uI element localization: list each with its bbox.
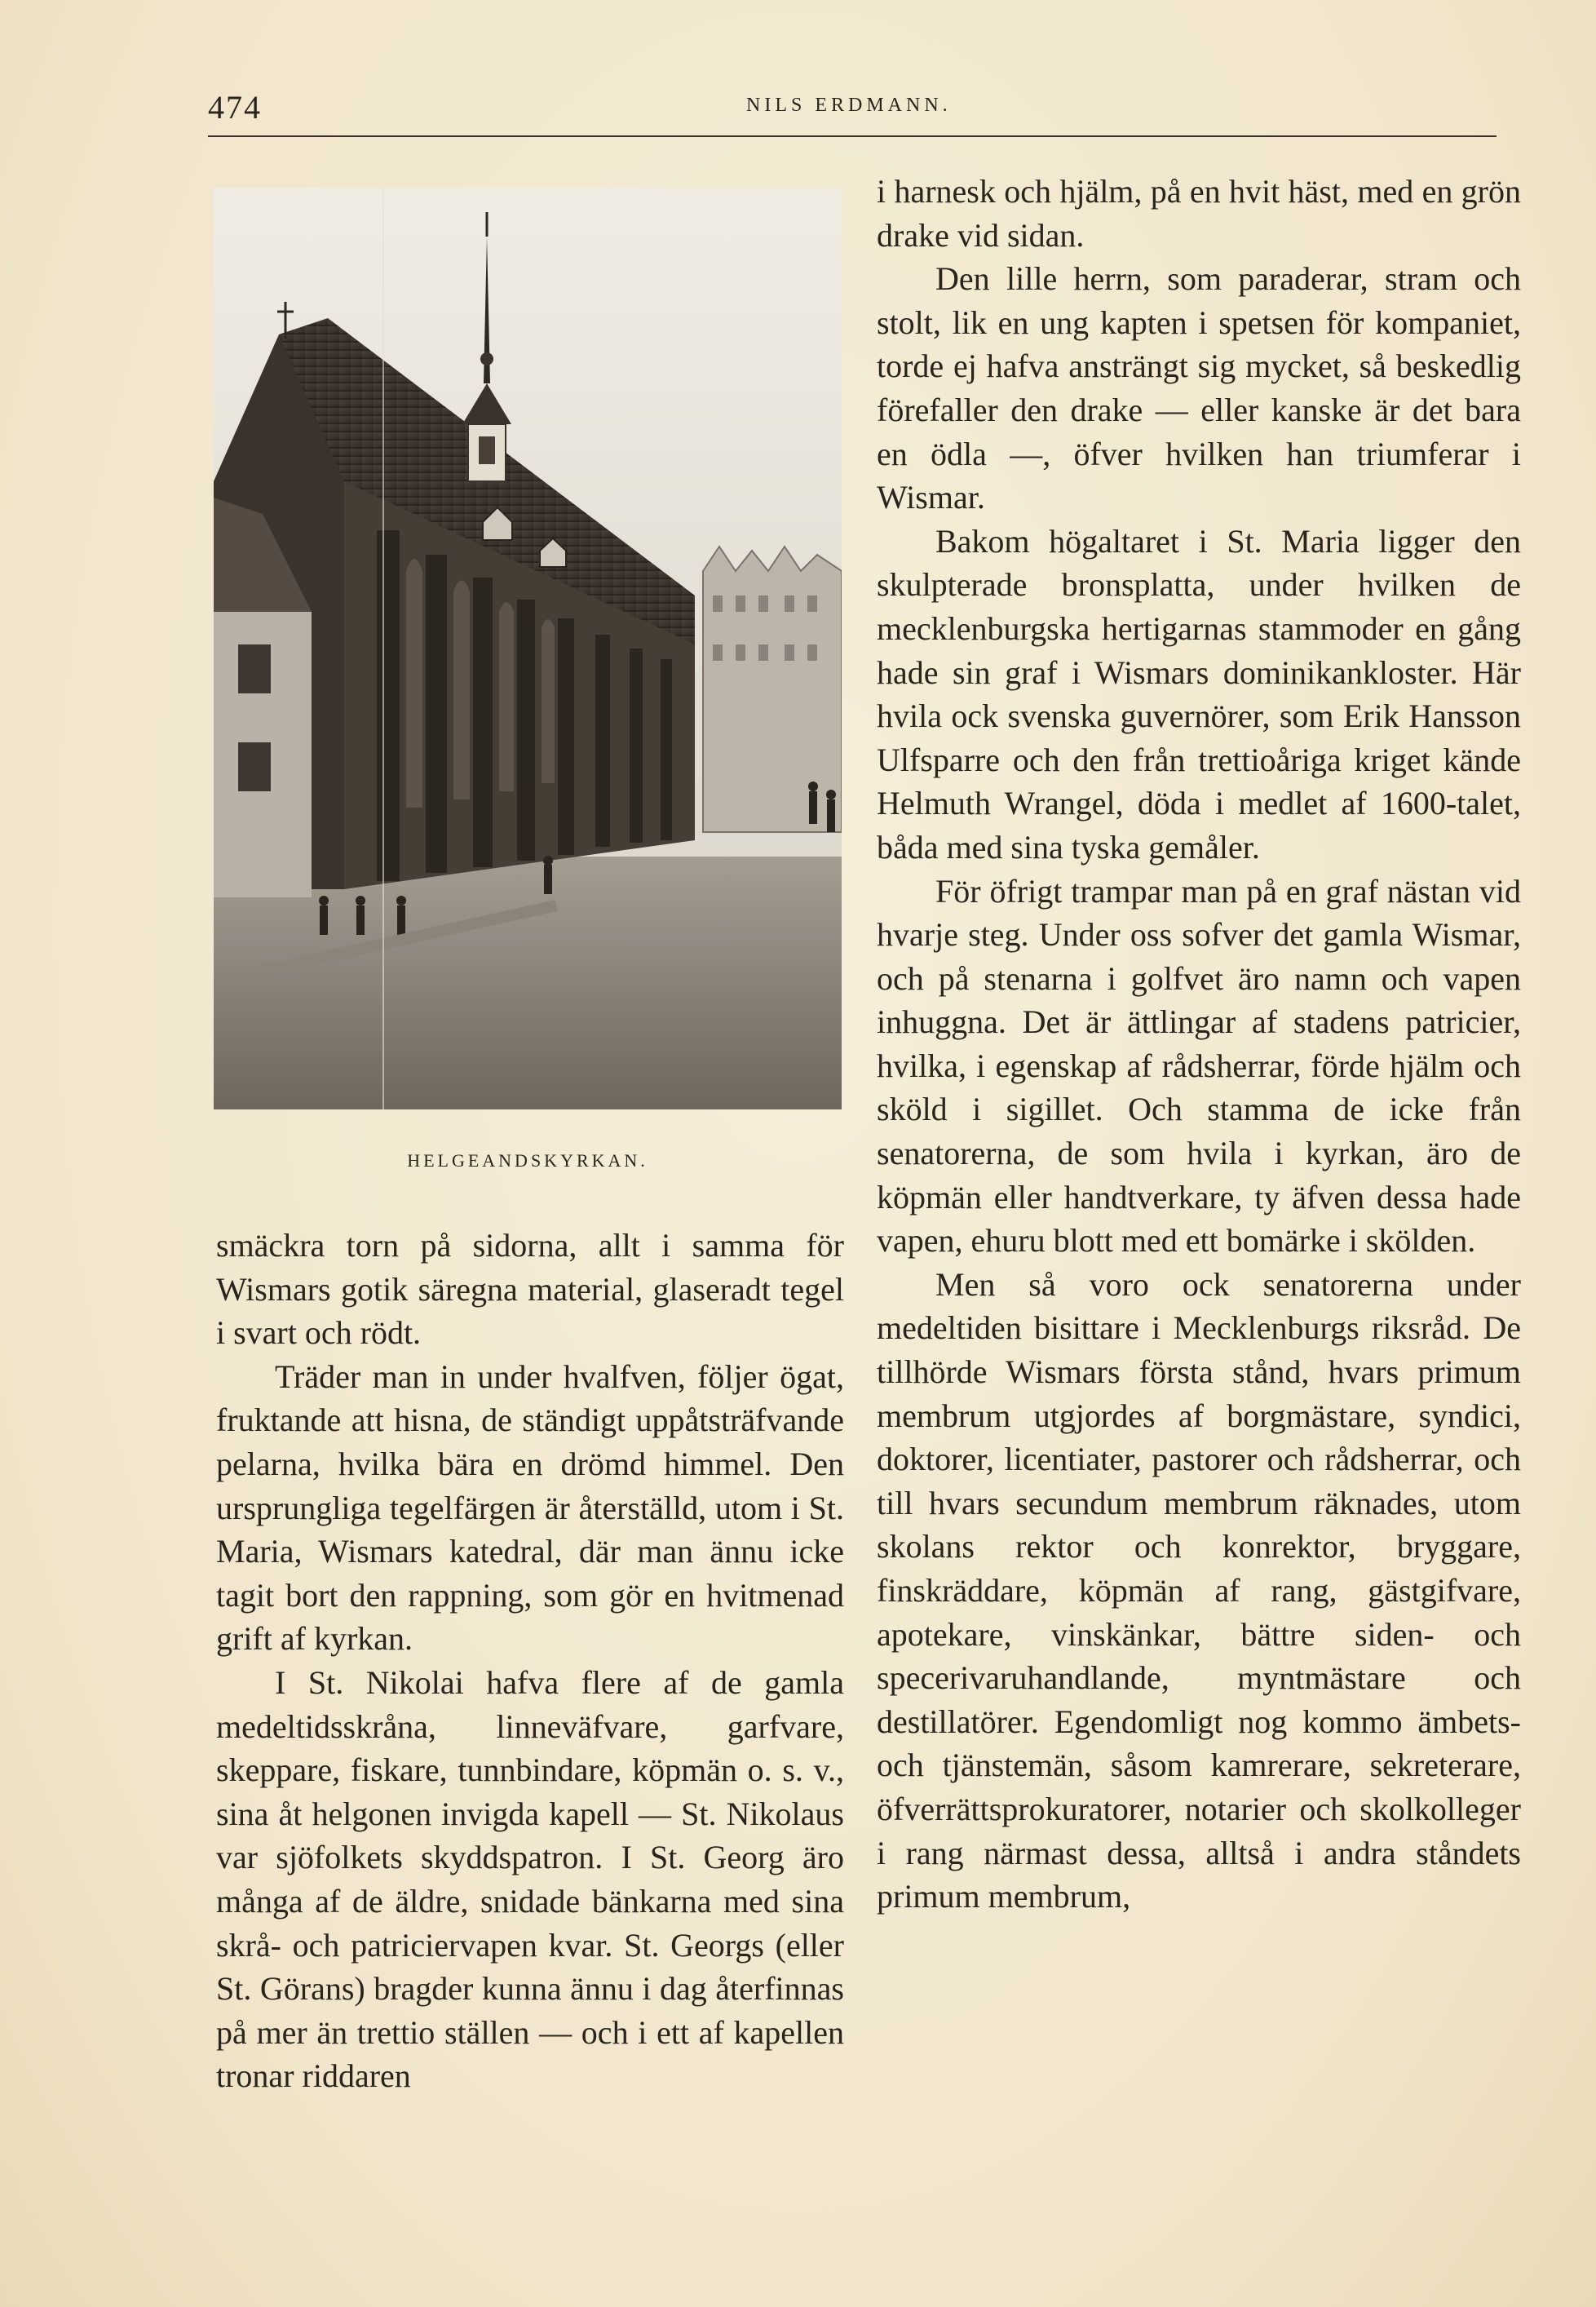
right-column-paragraph: För öfrigt trampar man på en graf nästan vid hvarje steg. Under oss sofver det gamla Wismar, och på stenarna i golfvet äro namn och vapen inhuggna. Det är ättlingar af stadens patricier, hvilka, i egenskap af rådsherrar, förde hjälm och sköld i sigillet. Och stamma de icke från senatorerna, de som hvila i kyrkan, äro de köpmän eller handtverkare, ty äfven dessa hade vapen, ehuru blott med ett bomärke i skölden.	[877, 872, 1521, 1260]
left-column-paragraph: smäckra torn på sidorna, allt i samma för Wismars gotik säregna material, glaseradt tegel i svart och rödt.	[216, 1227, 844, 1352]
left-column-paragraph: Träder man in under hvalfven, följer ögat, fruktande att hisna, de ständigt uppåtsträfvande pelarna, hvilka bära en drömd himmel. Den ursprungliga tegelfärgen är återställd, utom i St. Maria, Wismars katedral, där man ännu icke tagit bort den rappning, som gör en hvitmenad grift af kyrkan.	[216, 1357, 844, 1658]
right-column-paragraph: Men så voro ock senatorerna under medeltiden bisittare i Mecklenburgs riksråd. De tillhörde Wismars första stånd, hvars primum membrum utgjordes af borgmästare, syndici, doktorer, licentiater, pastorer och rådsherrar, och till hvars secundum membrum räknades, utom skolans rektor och konrektor, bryggare, finskräddare, köpmän af rang, gästgifvare, apotekare, vinskänkar, bättre siden- och specerivaruhandlande, myntmästare och destillatörer. Egendomligt nog kommo ämbets- och tjänstemän, såsom kamrerare, sekreterare, öfverrättsprokuratorer, notarier och skolkolleger i rang närmast dessa, alltså i andra ståndets primum membrum,	[877, 1265, 1521, 1915]
header-rule	[208, 135, 1497, 137]
figure-caption: HELGEANDSKYRKAN.	[407, 1150, 648, 1171]
page-number: 474	[208, 89, 262, 126]
church-illustration	[214, 188, 842, 1109]
right-text-column	[877, 170, 1521, 1919]
page-header	[208, 82, 1497, 139]
running-title: NILS ERDMANN.	[746, 95, 952, 116]
right-column-paragraph: i harnesk och hjälm, på en hvit häst, med en grön drake vid sidan.	[877, 173, 1521, 254]
left-column-paragraph: I St. Nikolai hafva flere af de gamla medeltidsskråna, linneväfvare, garfvare, skeppare, fiskare, tunnbindare, köpmän o. s. v., sina åt helgonen invigda kapell — St. Nikolaus var sjöfolkets skyddspatron. I St. Georg äro många af de äldre, snidade bänkarna med sina skrå- och patriciervapen kvar. St. Georgs (eller St. Görans) bragder kunna ännu i dag återfinnas på mer än trettio ställen — och i ett af kapellen tronar riddaren	[216, 1663, 844, 2095]
left-text-column	[216, 1224, 844, 2098]
right-column-paragraph: Bakom högaltaret i St. Maria ligger den skulpterade bronsplatta, under hvilken de mecklenburgska hertigarnas stammoder en gång hade sin graf i Wismars dominikankloster. Här hvila ock svenska guvernörer, som Erik Hansson Ulfsparre och den från trettioåriga kriget kände Helmuth Wrangel, döda i medlet af 1600-talet, båda med sina tyska gemåler.	[877, 522, 1521, 866]
right-column-paragraph: Den lille herrn, som paraderar, stram och stolt, lik en ung kapten i spetsen för kompaniet, torde ej hafva ansträngt sig mycket, så beskedlig förefaller den drake — eller kanske är det bara en ödla —, öfver hvilken han triumferar i Wismar.	[877, 260, 1521, 516]
church-photograph	[214, 188, 842, 1109]
